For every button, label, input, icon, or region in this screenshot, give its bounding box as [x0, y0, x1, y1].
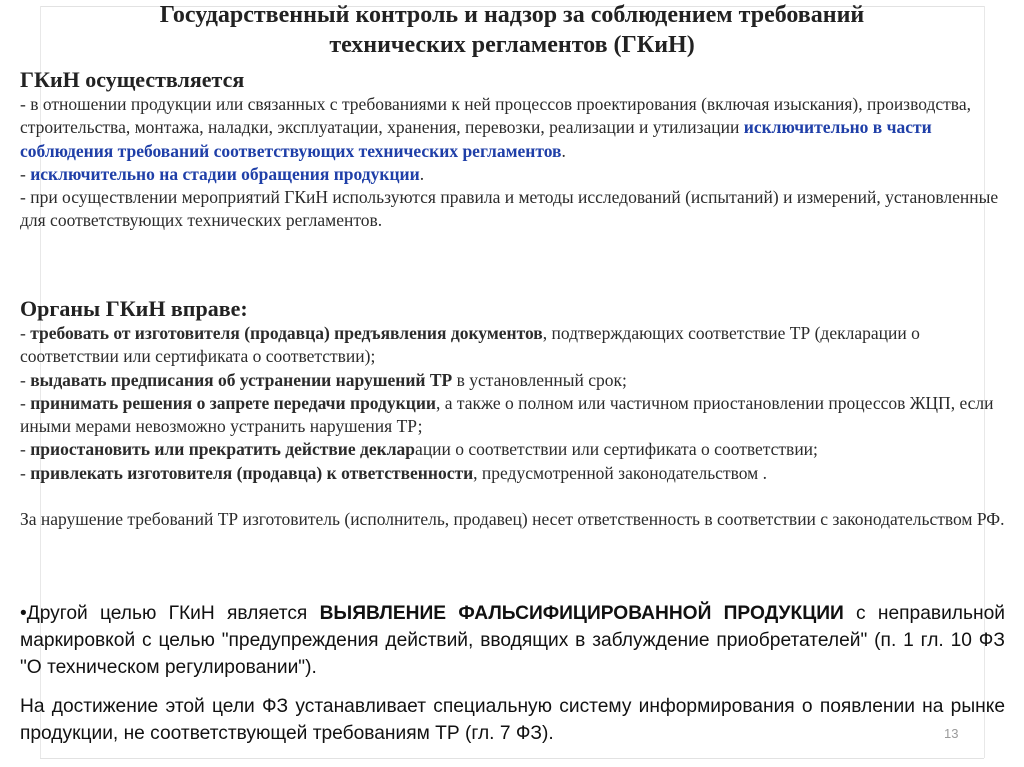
section1-item-2: - исключительно на стадии обращения продукции. — [20, 163, 425, 184]
title-line-2: технических регламентов (ГКиН) — [329, 32, 695, 58]
rights-item-4: - приостановить или прекратить действие декларации о соответствии или сертификата о соответствии; — [20, 439, 818, 460]
title-line-1: Государственный контроль и надзор за соблюдением требований — [159, 2, 865, 28]
rights-item-2: - выдавать предписания об устранении нарушений ТР в установленный срок; — [20, 369, 627, 390]
slide-frame-bottom — [40, 758, 984, 759]
lower-paragraph-2: На достижение этой цели ФЗ устанавливает специальную систему информирования о появлении на рынке продукции, не соответствующей требованиям ТР (гл. 7 ФЗ). — [20, 696, 1005, 744]
slide-number: 13 — [944, 726, 959, 741]
section1-item-3: - при осуществлении мероприятий ГКиН используются правила и методы исследований (испытаний) и измерений, установленные для соответствующих технических регламентов. — [20, 187, 999, 231]
section1-item-1: - в отношении продукции или связанных с требованиями к ней процессов проектирования (включая изыскания), производства, строительства, монтажа, наладки, эксплуатации, хранения, перевозки, реализации и утилизации исключительно в части соблюдения требований соответствующих технических регламентов. — [20, 94, 971, 161]
lower-paragraph-1: •Другой целью ГКиН является ВЫЯВЛЕНИЕ ФАЛЬСИФИЦИРОВАННОЙ ПРОДУКЦИИ с неправильной маркировкой с целью "предупреждения действий, вводящих в заблуждение приобретателей" (п. 1 гл. 10 ФЗ "О техническом регулировании"). — [20, 603, 1005, 678]
section-gkin-rights — [20, 296, 1012, 531]
section2-heading: Органы ГКиН вправе: — [20, 296, 248, 321]
highlight-text: исключительно на стадии обращения продукции — [30, 163, 420, 184]
slide-title — [60, 0, 964, 60]
highlight-text: исключительно в части соблюдения требований соответствующих технических регламентов — [20, 117, 932, 161]
rights-item-5: - привлекать изготовителя (продавца) к ответственности, предусмотренной законодательством . — [20, 462, 767, 483]
rights-item-1: - требовать от изготовителя (продавца) предъявления документов, подтверждающих соответствие ТР (декларации о соответствии или сертификата о соответствии); — [20, 323, 920, 367]
section1-heading: ГКиН осуществляется — [20, 67, 245, 92]
liability-note: За нарушение требований ТР изготовитель (исполнитель, продавец) несет ответственность в соответствии с законодательством РФ. — [20, 509, 1005, 530]
section-gkin-implementation — [20, 67, 1012, 233]
spacer — [20, 485, 1012, 508]
rights-item-3: - принимать решения о запрете передачи продукции, а также о полном или частичном приостановлении процессов ЖЦП, если иными мерами невозможно устранить нарушения ТР; — [20, 392, 994, 437]
falsified-products-block — [20, 600, 1005, 747]
falsified-highlight: ВЫЯВЛЕНИЕ ФАЛЬСИФИЦИРОВАННОЙ ПРОДУКЦИИ — [319, 603, 844, 624]
